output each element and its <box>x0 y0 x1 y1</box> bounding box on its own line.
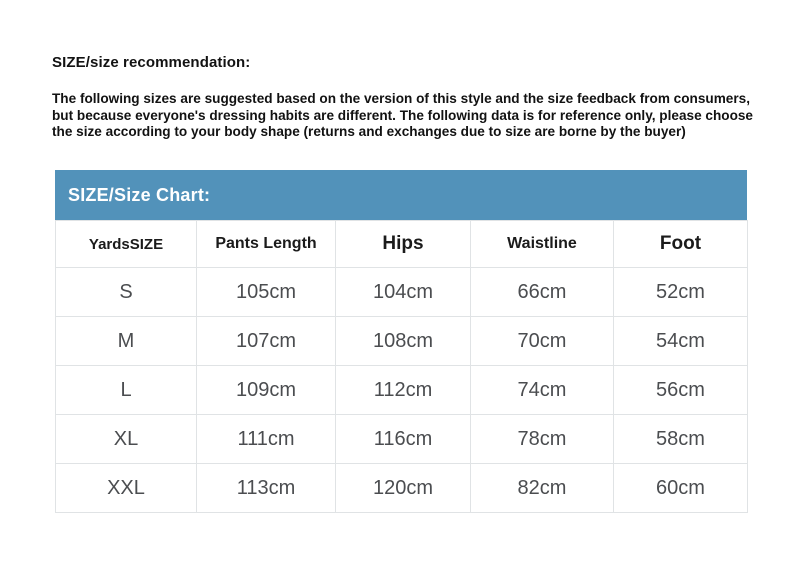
waistline-cell: 70cm <box>471 317 614 366</box>
pants-length-cell: 105cm <box>197 268 336 317</box>
size-chart-panel <box>55 170 747 513</box>
hips-cell: 120cm <box>336 464 471 513</box>
table-row <box>56 366 748 415</box>
table-header-row <box>56 221 748 268</box>
pants-length-cell: 107cm <box>197 317 336 366</box>
waistline-cell: 82cm <box>471 464 614 513</box>
size-cell: XL <box>56 415 197 464</box>
column-header-waistline: Waistline <box>471 221 614 268</box>
table-row <box>56 415 748 464</box>
page-title: SIZE/size recommendation: <box>52 54 251 71</box>
column-header-size: YardsSIZE <box>56 221 197 268</box>
waistline-cell: 66cm <box>471 268 614 317</box>
pants-length-cell: 111cm <box>197 415 336 464</box>
hips-cell: 104cm <box>336 268 471 317</box>
foot-cell: 54cm <box>614 317 748 366</box>
pants-length-cell: 109cm <box>197 366 336 415</box>
column-header-pants-length: Pants Length <box>197 221 336 268</box>
size-chart-header: SIZE/Size Chart: <box>55 170 747 220</box>
pants-length-cell: 113cm <box>197 464 336 513</box>
foot-cell: 52cm <box>614 268 748 317</box>
column-header-hips: Hips <box>336 221 471 268</box>
table-row <box>56 268 748 317</box>
hips-cell: 116cm <box>336 415 471 464</box>
size-cell: L <box>56 366 197 415</box>
waistline-cell: 78cm <box>471 415 614 464</box>
table-row <box>56 464 748 513</box>
size-table <box>55 220 748 513</box>
size-cell: S <box>56 268 197 317</box>
foot-cell: 60cm <box>614 464 748 513</box>
hips-cell: 112cm <box>336 366 471 415</box>
foot-cell: 56cm <box>614 366 748 415</box>
hips-cell: 108cm <box>336 317 471 366</box>
table-row <box>56 317 748 366</box>
waistline-cell: 74cm <box>471 366 614 415</box>
size-cell: M <box>56 317 197 366</box>
column-header-foot: Foot <box>614 221 748 268</box>
size-recommendation-text: The following sizes are suggested based on the version of this style and the size feedback from consumers, but because everyone's dressing habits are different. The following data is for reference only, please choose the size according to your body shape (returns and exchanges due to size are borne by the buyer) <box>52 91 753 140</box>
foot-cell: 58cm <box>614 415 748 464</box>
size-cell: XXL <box>56 464 197 513</box>
